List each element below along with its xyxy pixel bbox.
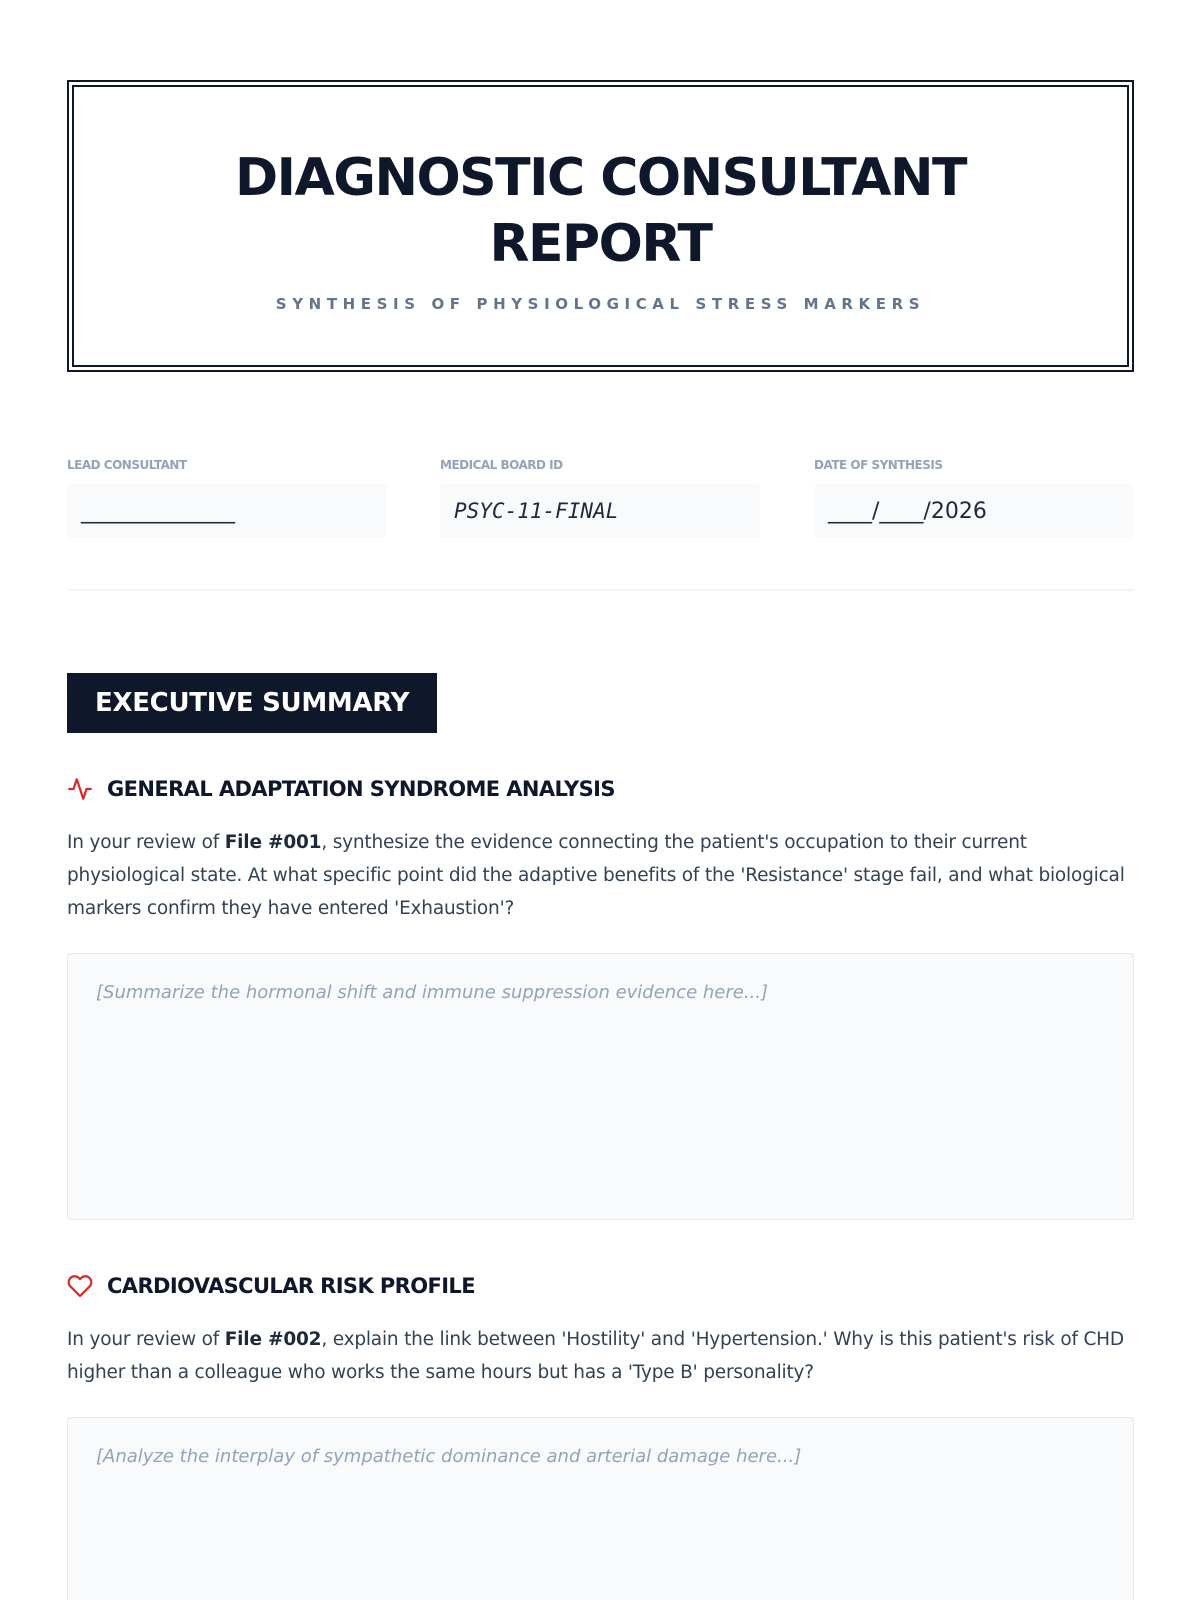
prompt-intro: In your review of [67, 832, 225, 853]
question-header [67, 774, 1134, 804]
page-title: DIAGNOSTIC CONSULTANT REPORT [235, 148, 966, 274]
question-header [67, 1271, 1134, 1301]
date-of-synthesis-label: DATE OF SYNTHESIS [814, 458, 943, 472]
question-cardiovascular-risk [67, 1271, 1134, 1600]
divider [67, 589, 1134, 591]
lead-consultant-input[interactable]: ______________ [67, 484, 387, 538]
title-frame [67, 80, 1134, 372]
file-reference: File #001 [224, 832, 322, 853]
section-heading-executive-summary: EXECUTIVE SUMMARY [67, 673, 437, 733]
answer-placeholder: [Analyze the interplay of sympathetic dominance and arterial damage here...] [96, 1446, 802, 1467]
question-title: GENERAL ADAPTATION SYNDROME ANALYSIS [107, 777, 615, 801]
medical-board-id-field [440, 456, 760, 538]
activity-icon [67, 776, 93, 802]
question-prompt [67, 1323, 1134, 1389]
prompt-body: , synthesize the evidence connecting the patient's occupation to their current physiological state. At what specific point did the adaptive benefits of the 'Resistance' stage fail, and what biological markers confirm they have entered 'Exhaustion'? [67, 832, 1125, 919]
file-reference: File #002 [224, 1329, 322, 1350]
lead-consultant-label: LEAD CONSULTANT [67, 458, 187, 472]
title-inner-frame [72, 85, 1129, 367]
meta-fields-row [67, 456, 1134, 536]
medical-board-id-label: MEDICAL BOARD ID [440, 458, 563, 472]
heart-icon [67, 1273, 93, 1299]
date-of-synthesis-field [814, 456, 1134, 538]
answer-textarea[interactable] [67, 953, 1134, 1220]
medical-board-id-input[interactable]: PSYC-11-FINAL [440, 484, 760, 538]
page-subtitle: SYNTHESIS OF PHYSIOLOGICAL STRESS MARKERS [275, 295, 926, 313]
date-of-synthesis-input[interactable]: ____/____/2026 [814, 484, 1134, 538]
lead-consultant-field [67, 456, 387, 538]
question-prompt [67, 826, 1134, 925]
question-gas-analysis [67, 774, 1134, 1220]
answer-placeholder: [Summarize the hormonal shift and immune suppression evidence here...] [96, 982, 769, 1003]
prompt-body: , explain the link between 'Hostility' and 'Hypertension.' Why is this patient's risk of CHD higher than a colleague who works the same hours but has a 'Type B' personality? [67, 1329, 1124, 1383]
question-title: CARDIOVASCULAR RISK PROFILE [107, 1274, 475, 1298]
report-page [67, 80, 1134, 1467]
prompt-intro: In your review of [67, 1329, 225, 1350]
answer-textarea[interactable] [67, 1417, 1134, 1600]
